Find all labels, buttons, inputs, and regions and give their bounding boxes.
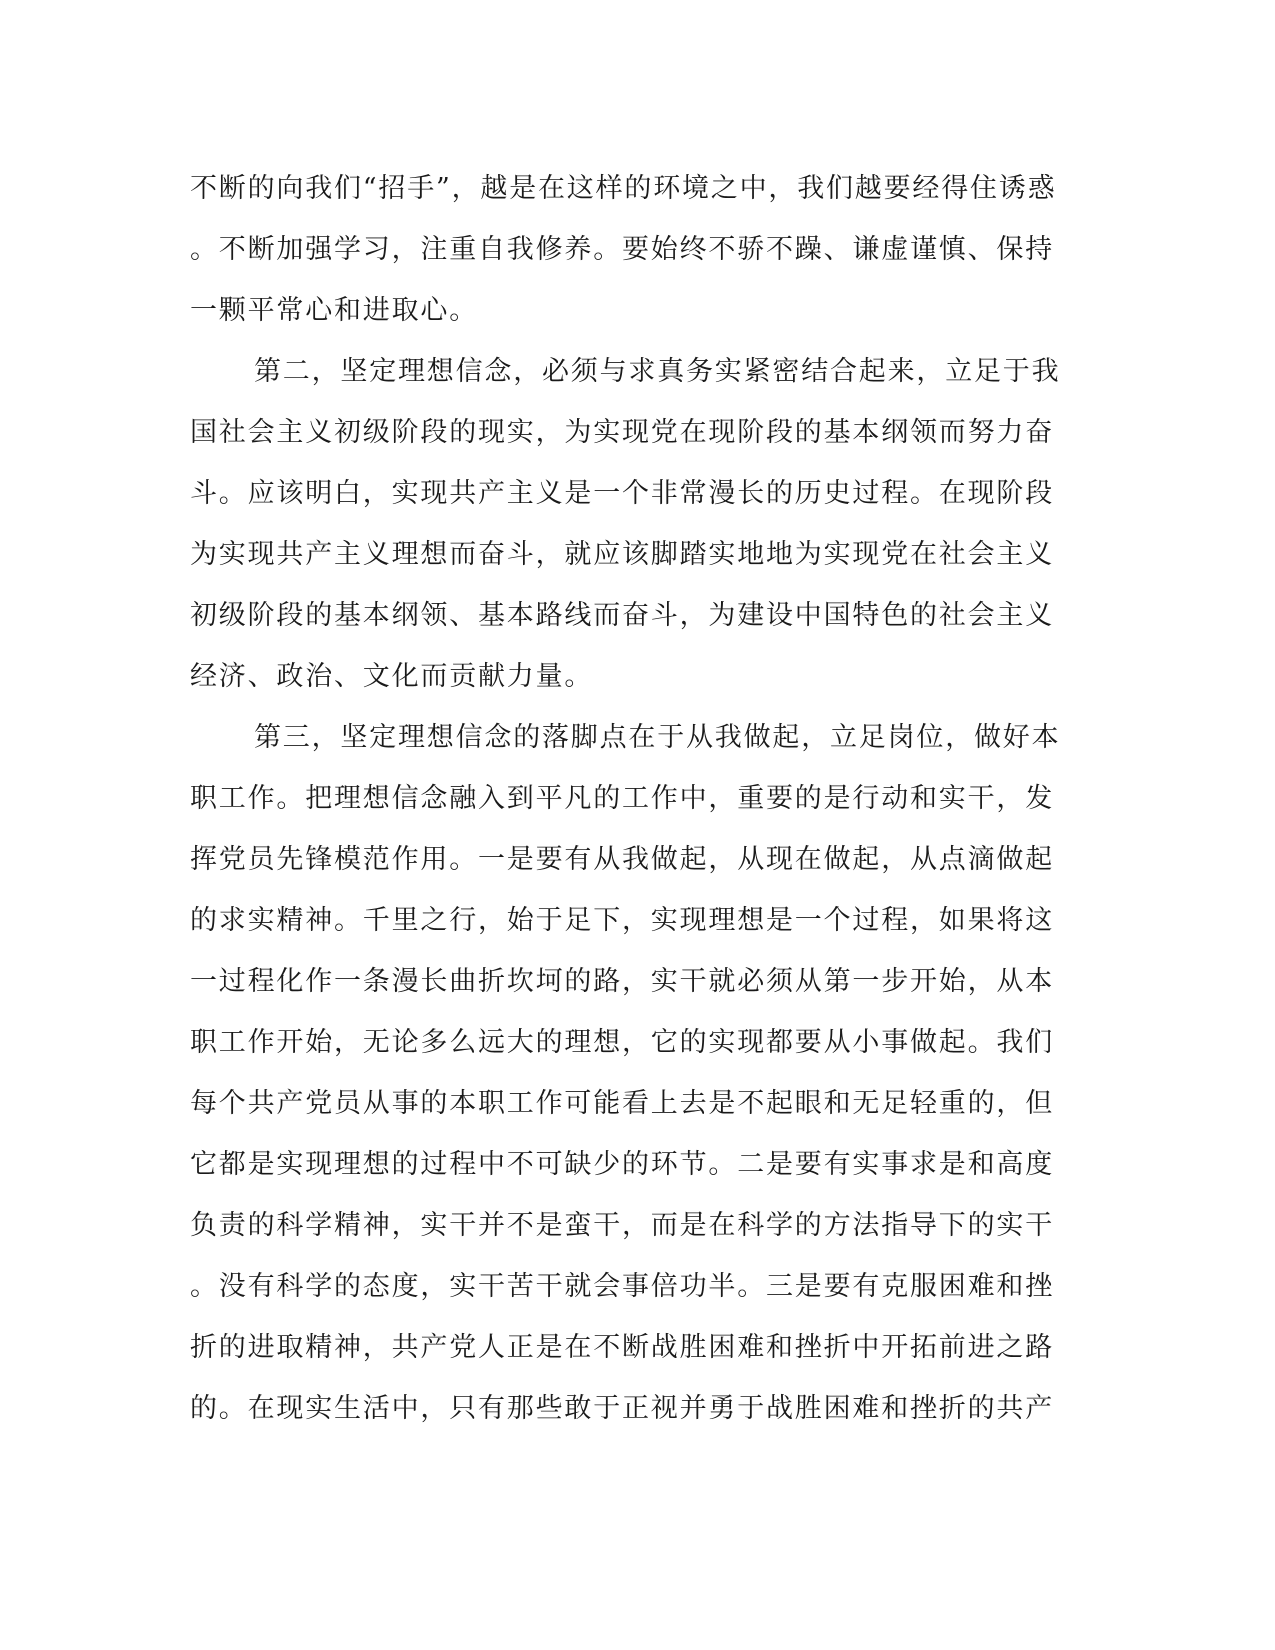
text-line: 为实现共产主义理想而奋斗，就应该脚踏实地地为实现党在社会主义 bbox=[190, 539, 1054, 570]
text-line: 经济、政治、文化而贡献力量。 bbox=[190, 661, 594, 692]
paragraph-start-line: 第三，坚定理想信念的落脚点在于从我做起，立足岗位，做好本 bbox=[254, 722, 1061, 753]
text-line: 折的进取精神，共产党人正是在不断战胜困难和挫折中开拓前进之路 bbox=[190, 1332, 1054, 1363]
text-line: 职工作。把理想信念融入到平凡的工作中，重要的是行动和实干，发 bbox=[190, 783, 1054, 814]
text-line: 每个共产党员从事的本职工作可能看上去是不起眼和无足轻重的，但 bbox=[190, 1088, 1054, 1119]
body-text bbox=[190, 158, 1070, 1439]
text-line: 的。在现实生活中，只有那些敢于正视并勇于战胜困难和挫折的共产 bbox=[190, 1393, 1054, 1424]
text-line: 负责的科学精神，实干并不是蛮干，而是在科学的方法指导下的实干 bbox=[190, 1210, 1054, 1241]
text-line: 它都是实现理想的过程中不可缺少的环节。二是要有实事求是和高度 bbox=[190, 1149, 1054, 1180]
text-line: 挥党员先锋模范作用。一是要有从我做起，从现在做起，从点滴做起 bbox=[190, 844, 1054, 875]
text-line: 一颗平常心和进取心。 bbox=[190, 295, 478, 326]
text-line: 的求实精神。千里之行，始于足下，实现理想是一个过程，如果将这 bbox=[190, 905, 1054, 936]
text-line: 初级阶段的基本纲领、基本路线而奋斗，为建设中国特色的社会主义 bbox=[190, 600, 1054, 631]
text-line: 。不断加强学习，注重自我修养。要始终不骄不躁、谦虚谨慎、保持 bbox=[190, 234, 1054, 265]
text-line: 。没有科学的态度，实干苦干就会事倍功半。三是要有克服困难和挫 bbox=[190, 1271, 1054, 1302]
paragraph-start-line: 第二，坚定理想信念，必须与求真务实紧密结合起来，立足于我 bbox=[254, 356, 1061, 387]
text-line: 国社会主义初级阶段的现实，为实现党在现阶段的基本纲领而努力奋 bbox=[190, 417, 1054, 448]
text-line: 一过程化作一条漫长曲折坎坷的路，实干就必须从第一步开始，从本 bbox=[190, 966, 1054, 997]
text-line: 斗。应该明白，实现共产主义是一个非常漫长的历史过程。在现阶段 bbox=[190, 478, 1054, 509]
text-line: 不断的向我们“招手”，越是在这样的环境之中，我们越要经得住诱惑 bbox=[190, 173, 1057, 204]
text-line: 职工作开始，无论多么远大的理想，它的实现都要从小事做起。我们 bbox=[190, 1027, 1054, 1058]
